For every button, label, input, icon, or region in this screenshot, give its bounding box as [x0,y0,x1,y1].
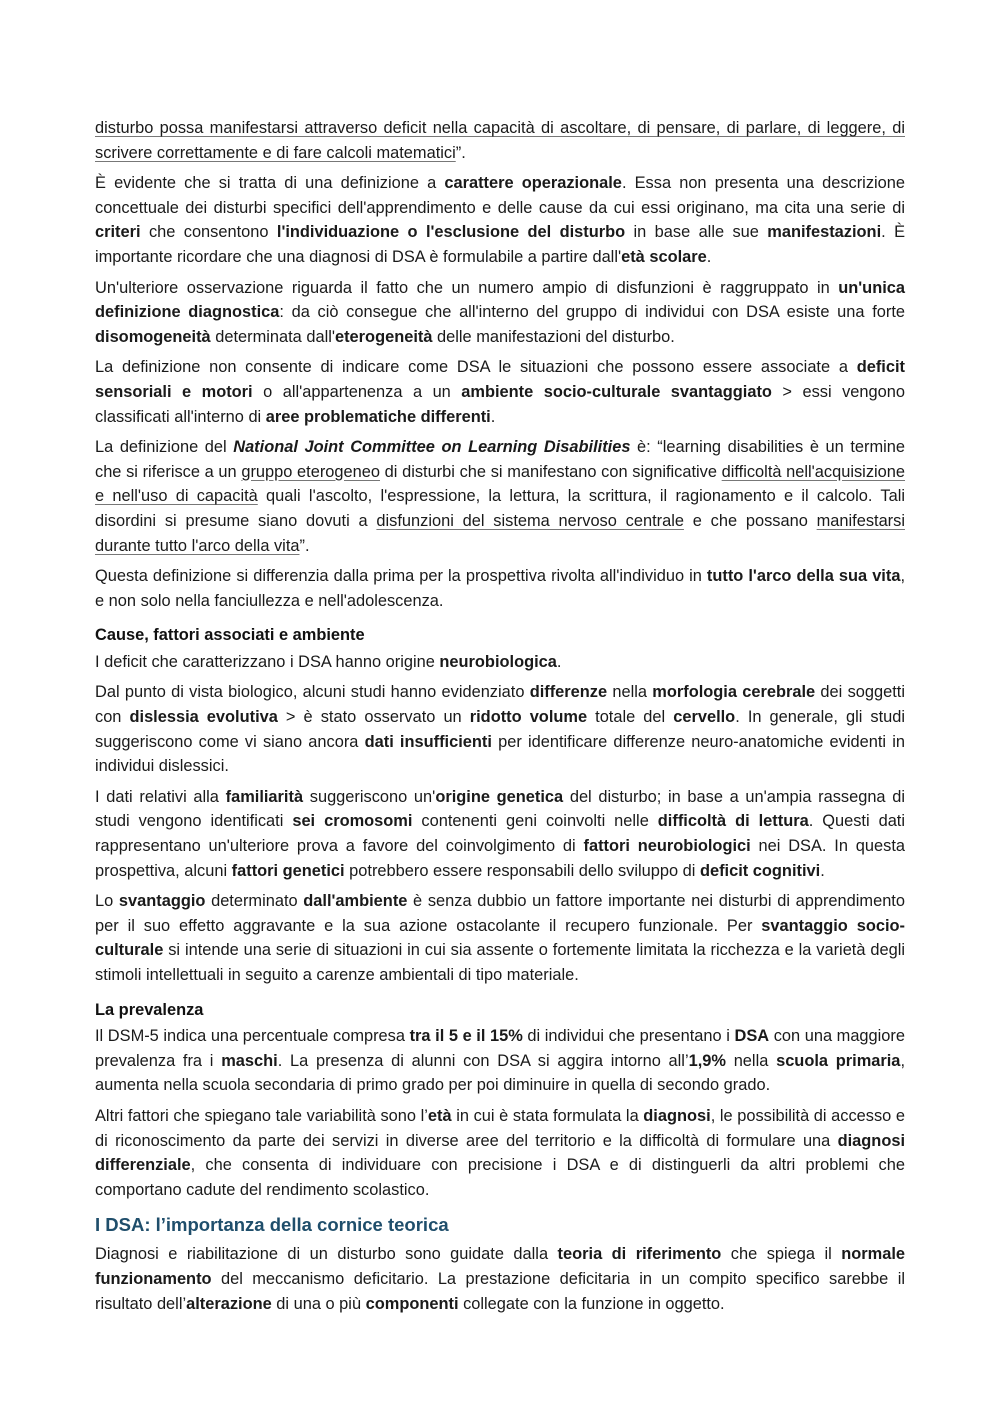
paragraph-brain-morphology: Dal punto di vista biologico, alcuni studi hanno evidenziato differenze nella morfologia cerebrale dei soggetti con dislessia evolutiva > è stato osservato un ridotto volume totale del cervello. In generale, gli studi suggeriscono come vi siano ancora dati insufficienti per identificare differenze neuro-anatomiche evidenti in individui dislessici. [95,683,906,776]
paragraph-genetics: I dati relativi alla familiarità suggeriscono un'origine genetica del disturbo; in base a un'ampia rassegna di studi vengono identificati sei cromosomi contenenti geni coinvolti nelle difficoltà di lettura. Questi dati rappresentano un'ulteriore prova a favore del coinvolgimento di fattori neurobiologici nei DSA. In questa prospettiva, alcuni fattori genetici potrebbero essere responsabili dello sviluppo di deficit cognitivi. [95,787,906,880]
paragraph-njcld-definition: La definizione del National Joint Committee on Learning Disabilities è: “learning disabilities è un termine che si riferisce a un gruppo eterogeneo di disturbi che si manifestano con significative difficoltà nell'acquisizione e nell'uso di capacità quali l'ascolto, l'espressione, la lettura, la scrittura, il ragionamento e il calcolo. Tali disordini si presume siano dovuti a disfunzioni del sistema nervoso centrale e che possano manifestarsi durante tutto l'arco della vita”. [95,438,906,555]
paragraph-environment: Lo svantaggio determinato dall'ambiente è senza dubbio un fattore importante nei disturbi di apprendimento per il suo effetto aggravante e la sua azione ostacolante il recupero funzionale. Per svantaggio socio-culturale si intende una serie di situazioni in cui sia assente o fortemente limitata la ricchezza e la varietà degli stimoli intellettuali in seguito a carenze ambientali di tipo materiale. [95,892,905,984]
paragraph-lifespan: Questa definizione si differenzia dalla prima per la prospettiva rivolta all'individuo in tutto l'arco della sua vita, e non solo nella fanciullezza e nell'adolescenza. [95,567,905,610]
paragraph-definition-end: disturbo possa manifestarsi attraverso deficit nella capacità di ascoltare, di pensare, di parlare, di leggere, di scrivere correttamente e di fare calcoli matematici”. [95,119,905,162]
paragraph-variability: Altri fattori che spiegano tale variabilità sono l’età in cui è stata formulata la diagnosi, le possibilità di accesso e di riconoscimento da parte dei servizi in diverse aree del territorio e la difficoltà di formulare una diagnosi differenziale, che consenta di individuare con precisione i DSA e di distinguerli da altri problemi che comportano cadute del rendimento scolastico. [95,1106,905,1199]
heading-prevalence: La prevalenza [95,1000,204,1019]
heading-theoretical-frame: I DSA: l’importanza della cornice teorica [95,1214,449,1236]
paragraph-neurobiological-origin: I deficit che caratterizzano i DSA hanno origine neurobiologica. [95,652,562,671]
heading-causes: Cause, fattori associati e ambiente [95,626,365,645]
paragraph-exclusions: La definizione non consente di indicare come DSA le situazioni che possono essere associate a deficit sensoriali e motori o all'appartenenza a un ambiente socio-culturale svantaggiato > essi vengono classificati all'interno di aree problematiche differenti. [95,358,905,426]
paragraph-reference-theory: Diagnosi e riabilitazione di un disturbo sono guidate dalla teoria di riferimento che spiega il normale funzionamento del meccanismo deficitario. La prestazione deficitaria in un compito specifico sarebbe il risultato dell’alterazione di una o più componenti collegate con la funzione in oggetto. [95,1245,905,1313]
paragraph-heterogeneity: Un'ulteriore osservazione riguarda il fatto che un numero ampio di disfunzioni è raggruppato in un'unica definizione diagnostica: da ciò consegue che all'interno del gruppo di individui con DSA esiste una forte disomogeneità determinata dall'eterogeneità delle manifestazioni del disturbo. [95,278,905,346]
paragraph-operational-definition: È evidente che si tratta di una definizione a carattere operazionale. Essa non presenta una descrizione concettuale dei disturbi specifici dell'apprendimento e delle cause da cui essi originano, ma cita una serie di criteri che consentono l'individuazione o l'esclusione del disturbo in base alle sue manifestazioni. È importante ricordare che una diagnosi di DSA è formulabile a partire dall'età scolare. [95,174,906,266]
paragraph-dsm5-prevalence: Il DSM-5 indica una percentuale compresa tra il 5 e il 15% di individui che presentano i DSA con una maggiore prevalenza fra i maschi. La presenza di alunni con DSA si aggira intorno all’1,9% nella scuola primaria, aumenta nella scuola secondaria di primo grado per poi diminuire in quella di secondo grado. [95,1027,905,1095]
